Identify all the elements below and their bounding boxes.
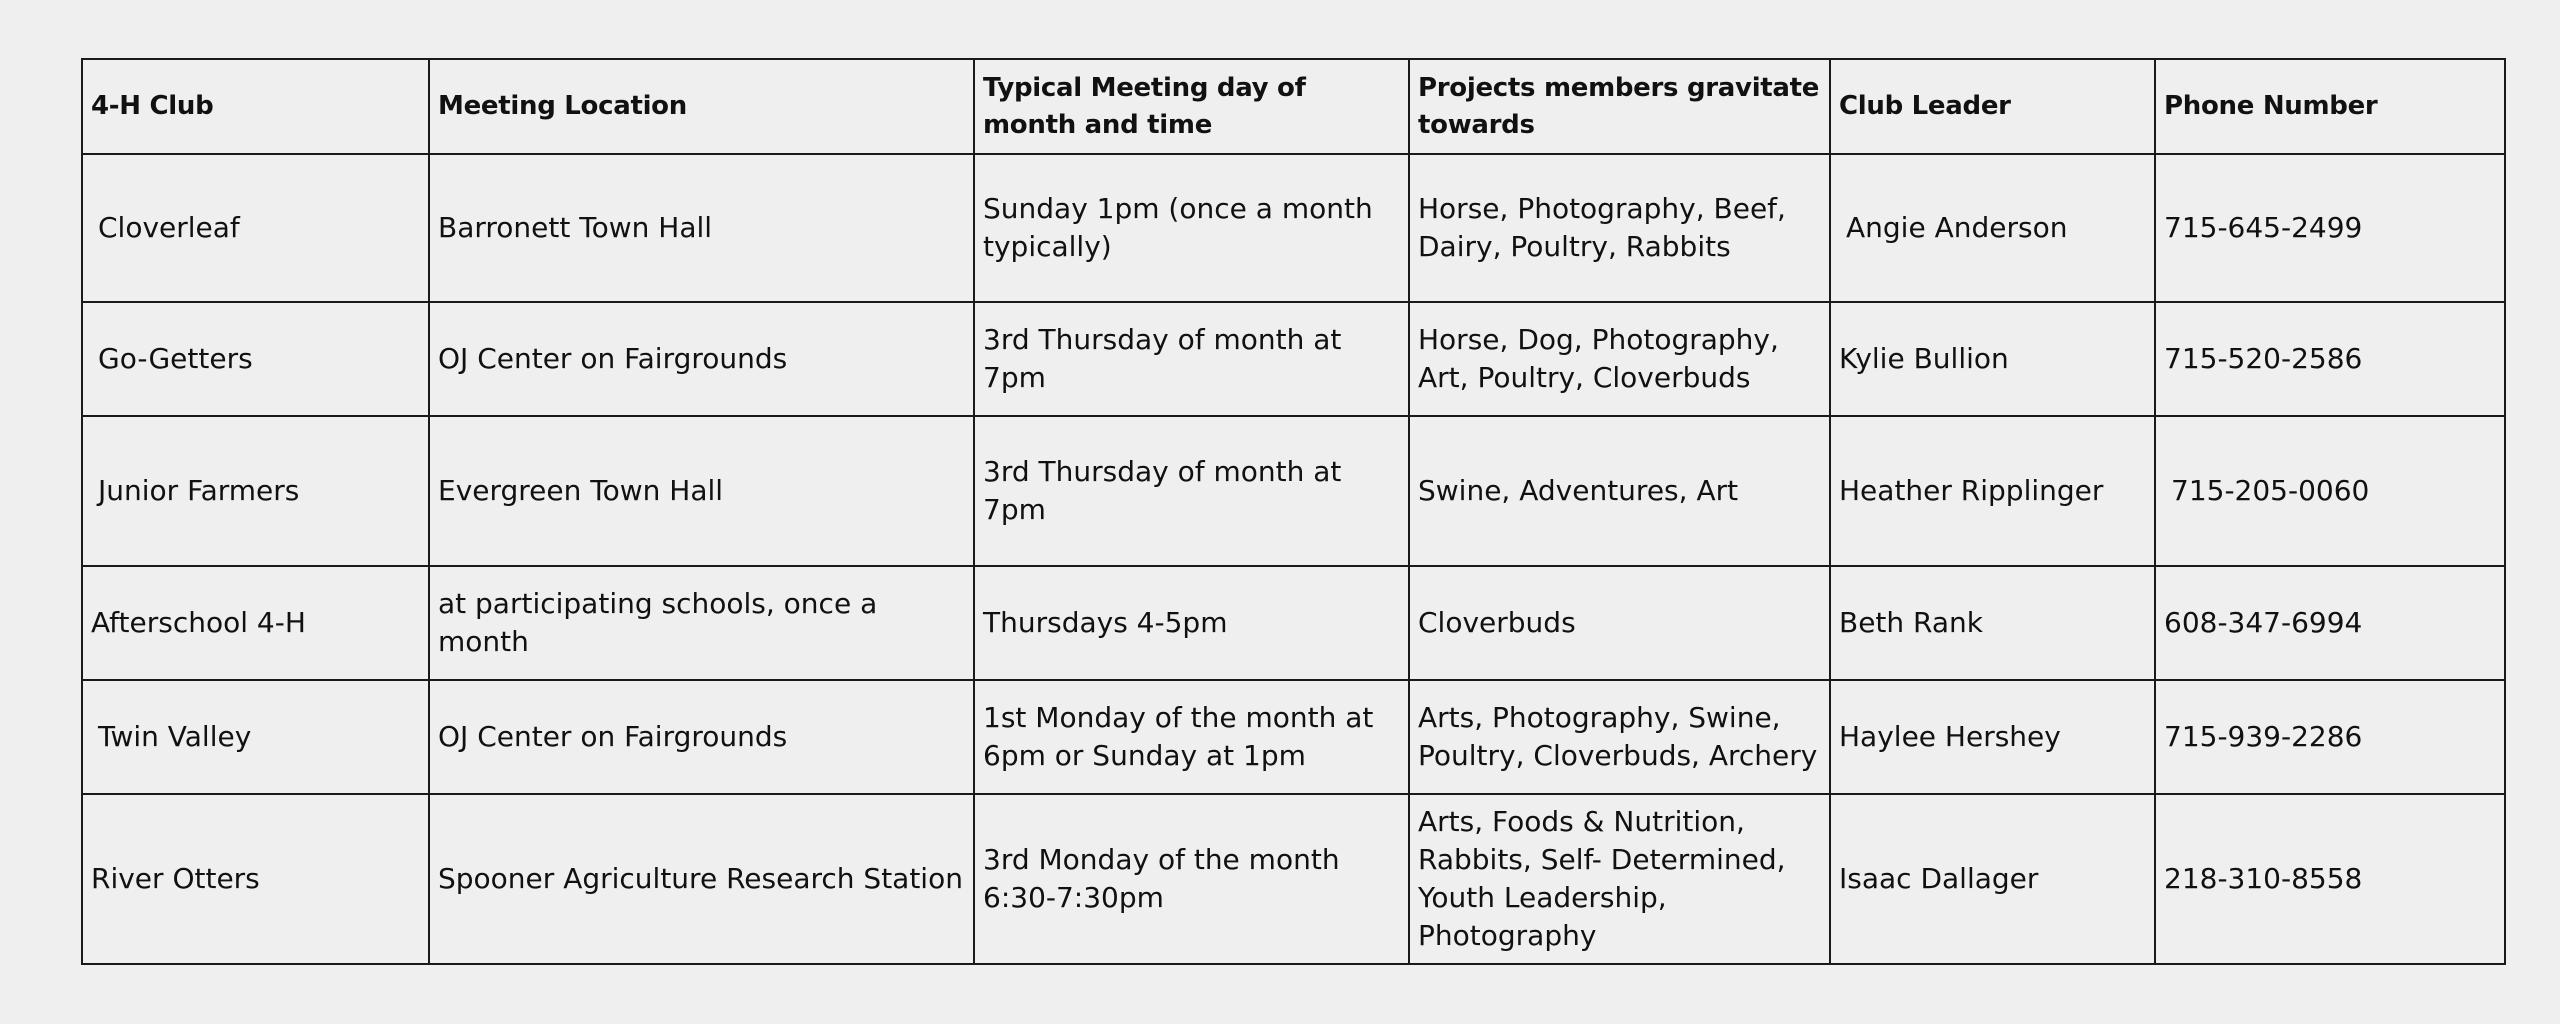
cell-meeting: 3rd Monday of the month 6:30-7:30pm: [974, 794, 1409, 964]
cell-phone: 715-645-2499: [2155, 154, 2505, 302]
cell-leader: Beth Rank: [1830, 566, 2155, 680]
clubs-table: [81, 58, 2506, 965]
cell-location: Evergreen Town Hall: [429, 416, 974, 566]
cell-leader: Kylie Bullion: [1830, 302, 2155, 416]
header-projects: Projects members gravitate towards: [1409, 59, 1830, 154]
cell-club: Afterschool 4-H: [82, 566, 429, 680]
cell-meeting: Sunday 1pm (once a month typically): [974, 154, 1409, 302]
cell-leader: Heather Ripplinger: [1830, 416, 2155, 566]
cell-leader: Haylee Hershey: [1830, 680, 2155, 794]
header-location: Meeting Location: [429, 59, 974, 154]
cell-phone: 715-939-2286: [2155, 680, 2505, 794]
header-club: 4-H Club: [82, 59, 429, 154]
table-row: [82, 416, 2505, 566]
cell-phone: 608-347-6994: [2155, 566, 2505, 680]
cell-location: at participating schools, once a month: [429, 566, 974, 680]
cell-meeting: 3rd Thursday of month at 7pm: [974, 302, 1409, 416]
cell-projects: Horse, Dog, Photography, Art, Poultry, Cloverbuds: [1409, 302, 1830, 416]
cell-club: Cloverleaf: [82, 154, 429, 302]
cell-phone: 218-310-8558: [2155, 794, 2505, 964]
cell-club: River Otters: [82, 794, 429, 964]
table-row: [82, 302, 2505, 416]
cell-leader: Isaac Dallager: [1830, 794, 2155, 964]
table-row: [82, 794, 2505, 964]
table-row: [82, 566, 2505, 680]
header-meeting: Typical Meeting day of month and time: [974, 59, 1409, 154]
cell-phone: 715-205-0060: [2155, 416, 2505, 566]
header-leader: Club Leader: [1830, 59, 2155, 154]
cell-projects: Arts, Foods & Nutrition, Rabbits, Self- Determined, Youth Leadership, Photography: [1409, 794, 1830, 964]
cell-location: OJ Center on Fairgrounds: [429, 680, 974, 794]
cell-meeting: 1st Monday of the month at 6pm or Sunday at 1pm: [974, 680, 1409, 794]
cell-projects: Cloverbuds: [1409, 566, 1830, 680]
table-header-row: [82, 59, 2505, 154]
cell-meeting: Thursdays 4-5pm: [974, 566, 1409, 680]
cell-location: Spooner Agriculture Research Station: [429, 794, 974, 964]
table-row: [82, 680, 2505, 794]
cell-projects: Swine, Adventures, Art: [1409, 416, 1830, 566]
cell-projects: Arts, Photography, Swine, Poultry, Cloverbuds, Archery: [1409, 680, 1830, 794]
cell-club: Go-Getters: [82, 302, 429, 416]
cell-leader: Angie Anderson: [1830, 154, 2155, 302]
cell-club: Junior Farmers: [82, 416, 429, 566]
table-row: [82, 154, 2505, 302]
cell-location: Barronett Town Hall: [429, 154, 974, 302]
header-phone: Phone Number: [2155, 59, 2505, 154]
cell-club: Twin Valley: [82, 680, 429, 794]
cell-location: OJ Center on Fairgrounds: [429, 302, 974, 416]
clubs-table-container: [81, 58, 2504, 965]
cell-projects: Horse, Photography, Beef, Dairy, Poultry, Rabbits: [1409, 154, 1830, 302]
cell-phone: 715-520-2586: [2155, 302, 2505, 416]
cell-meeting: 3rd Thursday of month at 7pm: [974, 416, 1409, 566]
